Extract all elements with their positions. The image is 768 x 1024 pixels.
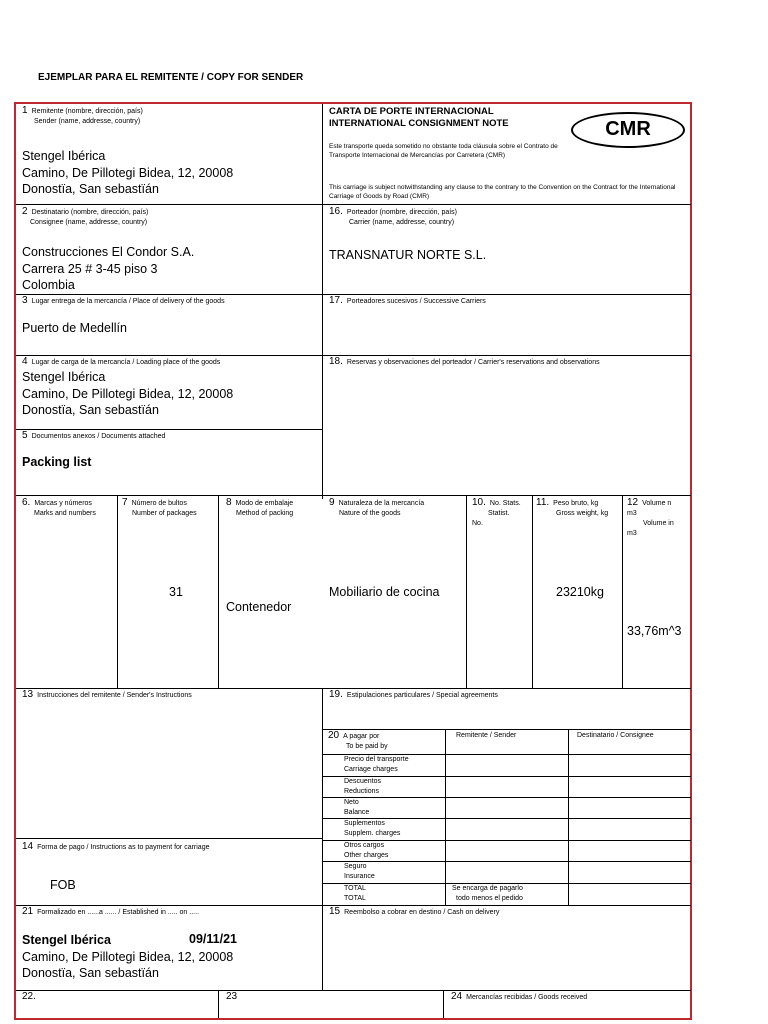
box-successive-carriers: 17. Porteadores sucesivos / Successive Carriers — [329, 295, 486, 306]
box-goods-received: 24 Mercancías recibidas / Goods received — [451, 991, 588, 1002]
box-sender: 1 Remitente (nombre, dirección, país) Sender (name, addresse, country) Stengel Ibérica Camino, De Pillotegi Bidea, 12, 20008 Donostïa, San sebastïán — [22, 106, 317, 198]
consignment-title: CARTA DE PORTE INTERNACIONAL INTERNATIONAL CONSIGNMENT NOTE — [329, 106, 509, 129]
packing-method: Contenedor — [226, 600, 292, 614]
gross-weight-value: 23210kg — [556, 585, 604, 599]
box-cash-on-delivery: 15 Reembolso a cobrar en destino / Cash on delivery — [329, 906, 500, 917]
box-sender-instructions: 13 Instrucciones del remitente / Sender's Instructions — [22, 689, 192, 700]
total-note: Se encarga de pagarlo todo menos el pedido — [452, 885, 523, 902]
packages-count: 31 — [169, 585, 183, 599]
box-documents-attached: 5 Documentos anexos / Documents attached Packing list — [22, 430, 166, 469]
row-total: TOTAL TOTAL — [344, 885, 366, 902]
box-consignee: 2 Destinatario (nombre, dirección, país) Consignee (name, addresse, country) Construcciones El Condor S.A. Carrera 25 # 3-45 piso 3 Colombia — [22, 206, 195, 292]
box-carrier: 16. Porteador (nombre, dirección, país) Carrier (name, addresse, country) TRANSNATUR NORTE S.L. — [329, 207, 689, 264]
row-balance: Neto Balance — [344, 799, 370, 816]
goods-description: Mobiliario de cocina — [329, 585, 440, 599]
row-carriage-charges: Precio del transporte Carriage charges — [344, 756, 409, 773]
col-number-of-packages: 7 Número de bultos Number of packages — [122, 497, 197, 517]
box-payment-instructions: 14 Forma de pago / Instructions as to payment for carriage — [22, 841, 210, 852]
box-carrier-reservations: 18. Reservas y observaciones del porteador / Carrier's reservations and observations — [329, 356, 600, 367]
box-special-agreements: 19. Estipulaciones particulares / Special agreements — [329, 689, 498, 700]
box-loading-place: 4 Lugar de carga de la mercancía / Loading place of the goods Stengel Ibérica Camino, De Pillotegi Bidea, 12, 20008 Donostïa, San sebastïán — [22, 356, 234, 417]
col-marks-numbers: 6. Marcas y números Marks and numbers — [22, 497, 96, 517]
to-be-paid-by-header: 20 A pagar por To be paid by — [328, 730, 388, 750]
cmr-logo: CMR — [571, 112, 685, 148]
col-sender-header: Remitente / Sender — [456, 732, 517, 739]
row-other-charges: Otros cargos Other charges — [344, 842, 389, 859]
sender-city: Donostïa, San sebastïán — [22, 182, 159, 196]
col-method-of-packing: 8 Modo de embalaje Method of packing — [226, 497, 294, 517]
col-volume: 12 Volume n m3 Volume in m3 — [627, 497, 674, 537]
cmr-clause-en: This carriage is subject notwithstanding any clause to the contrary to the Convention on the Contract for the International Carriage of Goods by Road (CMR) — [329, 184, 676, 200]
sender-name: Stengel Ibérica — [22, 149, 106, 163]
box-22: 22. — [22, 991, 36, 1002]
established-date: 09/11/21 — [189, 932, 237, 946]
col-consignee-header: Destinatario / Consignee — [577, 732, 654, 739]
payment-terms: FOB — [50, 878, 76, 892]
volume-value: 33,76m^3 — [627, 624, 682, 638]
copy-header: EJEMPLAR PARA EL REMITENTE / COPY FOR SENDER — [38, 72, 304, 83]
row-reductions: Descuentos Reductions — [344, 778, 381, 795]
sender-street: Camino, De Pillotegi Bidea, 12, 20008 — [22, 165, 234, 180]
col-gross-weight: 11. Peso bruto, kg Gross weight, kg — [536, 497, 609, 517]
carrier-name: TRANSNATUR NORTE S.L. — [329, 248, 487, 262]
col-nature-of-goods: 9 Naturaleza de la mercancía Nature of the goods — [329, 497, 425, 517]
box-place-of-delivery: 3 Lugar entrega de la mercancía / Place of delivery of the goods Puerto de Medellín — [22, 295, 225, 335]
row-insurance: Seguro Insurance — [344, 863, 375, 880]
col-statistical-number: 10. No. Stats. Statist. No. — [472, 497, 521, 527]
box-established: 21 Formalizado en ......a ...... / Established in ..... on ..... Stengel Ibérica Camino, De Pillotegi Bidea, 12, 20008 Donostïa, San sebastïán — [22, 906, 234, 980]
cmr-clause-es: Este transporte queda sometido no obstante toda cláusula sobre el Contrato de Transporte Internacional de Mercancías por Carretera (CMR) — [329, 143, 558, 159]
row-supplementary-charges: Suplementos Supplem. charges — [344, 820, 401, 837]
box-23: 23 — [226, 991, 238, 1002]
